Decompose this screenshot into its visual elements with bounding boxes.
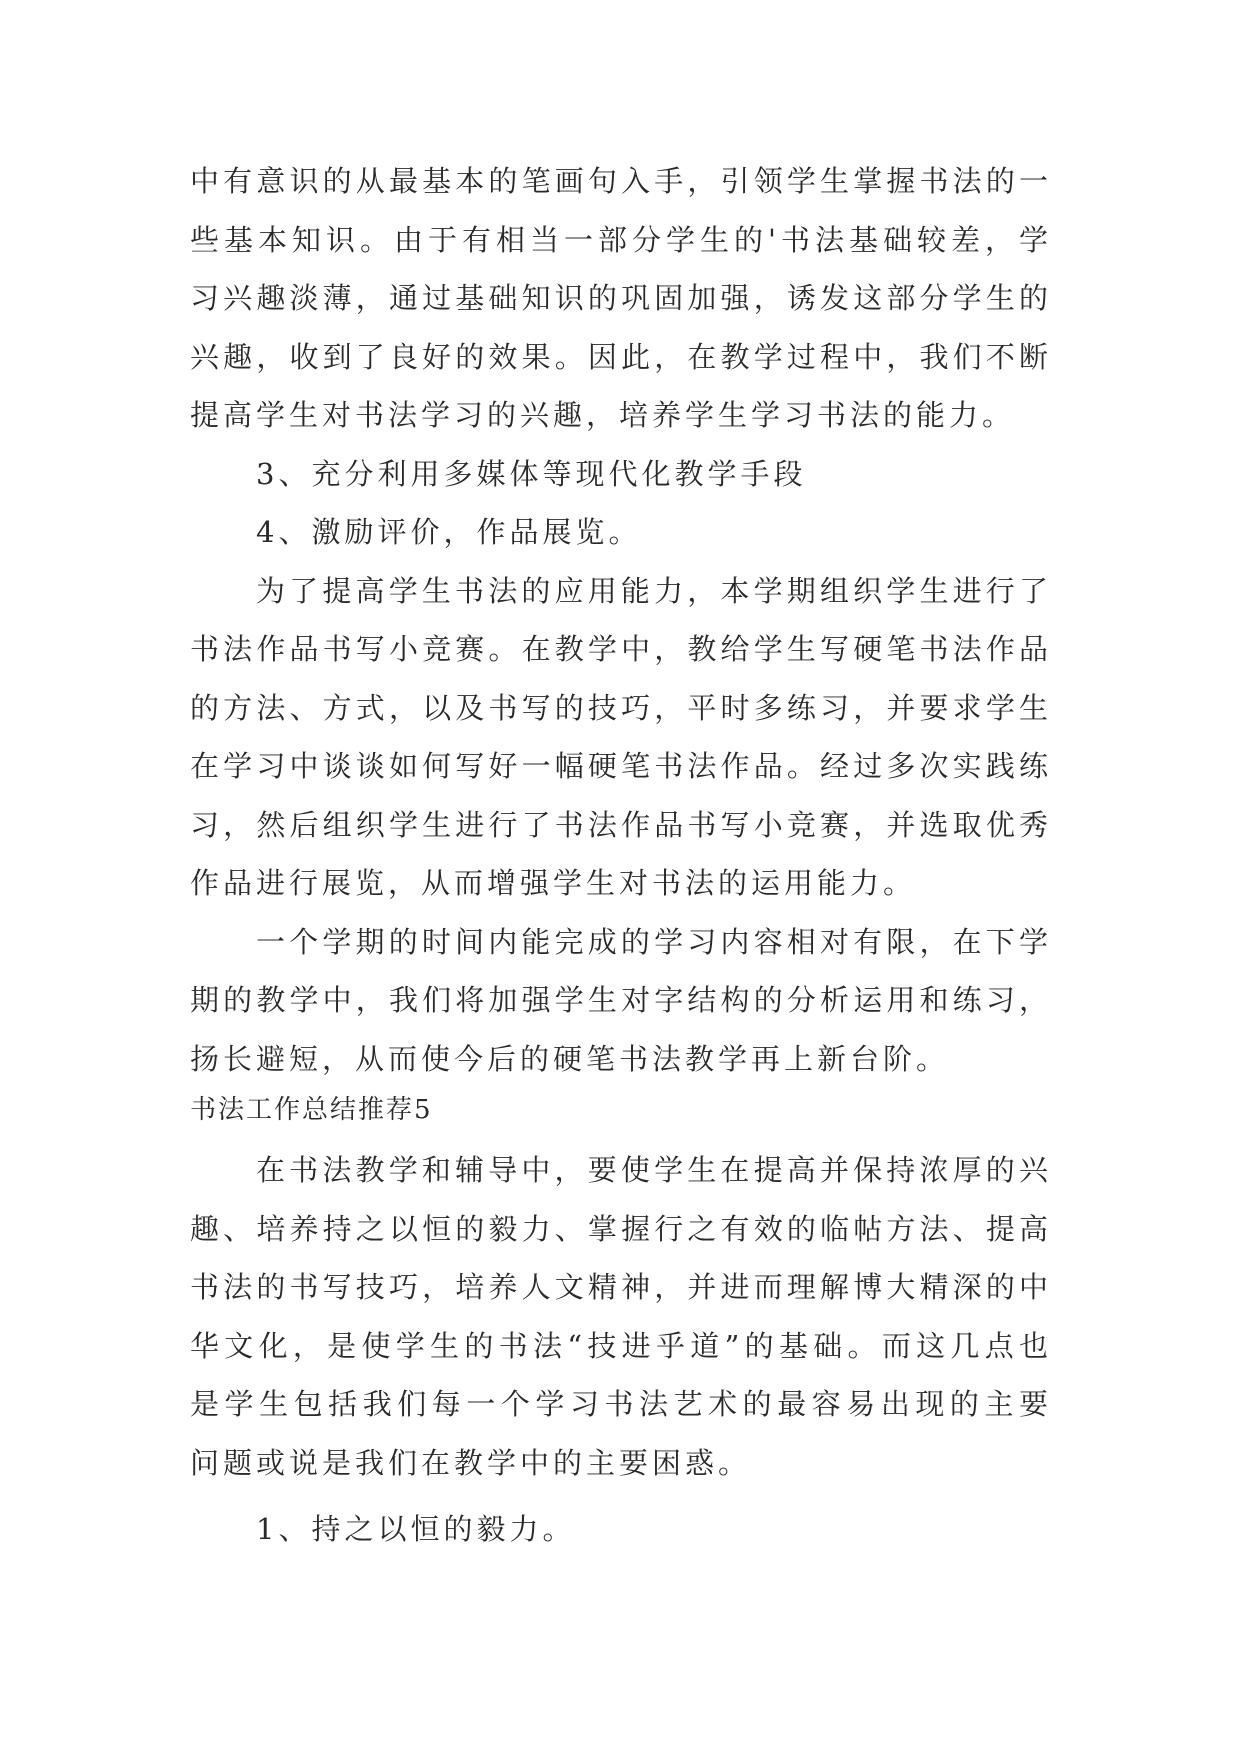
document-body bbox=[190, 152, 1052, 1559]
text-line: 习，然后组织学生进行了书法作品书写小竞赛，并选取优秀 bbox=[190, 807, 1052, 842]
paragraph-interest bbox=[190, 1141, 1052, 1492]
text-line: 趣、培养持之以恒的毅力、掌握行之有效的临帖方法、提高 bbox=[190, 1211, 1052, 1246]
text-line: 中有意识的从最基本的笔画句入手，引领学生掌握书法的一 bbox=[190, 164, 1052, 198]
text-line: 的方法、方式，以及书写的技巧，平时多练习，并要求学生 bbox=[190, 690, 1052, 725]
text-line: 作品进行展览，从而增强学生对书法的运用能力。 bbox=[190, 866, 917, 900]
text-line: 习兴趣淡薄，通过基础知识的巩固加强，诱发这部分学生的 bbox=[190, 281, 1052, 315]
list-item-4: 4、激励评价，作品展览。 bbox=[256, 515, 642, 549]
text-line: 提高学生对书法学习的兴趣，培养学生学习书法的能力。 bbox=[190, 398, 1016, 432]
text-line: 在学习中谈谈如何写好一幅硬笔书法作品。经过多次实践练 bbox=[190, 749, 1052, 783]
text-line: 书法的书写技巧，培养人文精神，并进而理解博大精深的中 bbox=[190, 1270, 1052, 1304]
text-line: 期的教学中，我们将加强学生对字结构的分析运用和练习， bbox=[190, 983, 1052, 1017]
text-line: 为了提高学生书法的应用能力，本学期组织学生进行了 bbox=[256, 573, 1052, 608]
text-line: 书法作品书写小竞赛。在教学中，教给学生写硬笔书法作品 bbox=[190, 632, 1052, 666]
paragraph-competition bbox=[190, 562, 1052, 913]
text-line: 一个学期的时间内能完成的学习内容相对有限，在下学 bbox=[256, 924, 1052, 959]
text-line: 华文化，是使学生的书法“技进乎道”的基础。而这几点也 bbox=[190, 1328, 1052, 1363]
section-heading: 书法工作总结推荐5 bbox=[190, 1095, 433, 1125]
text-line: 些基本知识。由于有相当一部分学生的'书法基础较差，学 bbox=[190, 222, 1052, 257]
list-item-1: 1、持之以恒的毅力。 bbox=[256, 1512, 576, 1546]
text-line: 兴趣，收到了良好的效果。因此，在教学过程中，我们不断 bbox=[190, 339, 1052, 374]
text-line: 在书法教学和辅导中，要使学生在提高并保持浓厚的兴 bbox=[256, 1153, 1052, 1187]
continued-paragraph bbox=[190, 152, 1052, 445]
text-line: 是学生包括我们每一个学习书法艺术的最容易出现的主要 bbox=[190, 1387, 1052, 1421]
text-line: 问题或说是我们在教学中的主要困惑。 bbox=[190, 1445, 752, 1480]
list-item-3: 3、充分利用多媒体等现代化教学手段 bbox=[256, 456, 807, 491]
text-line: 扬长避短，从而使今后的硬笔书法教学再上新台阶。 bbox=[190, 1041, 950, 1076]
paragraph-next-term bbox=[190, 913, 1052, 1089]
